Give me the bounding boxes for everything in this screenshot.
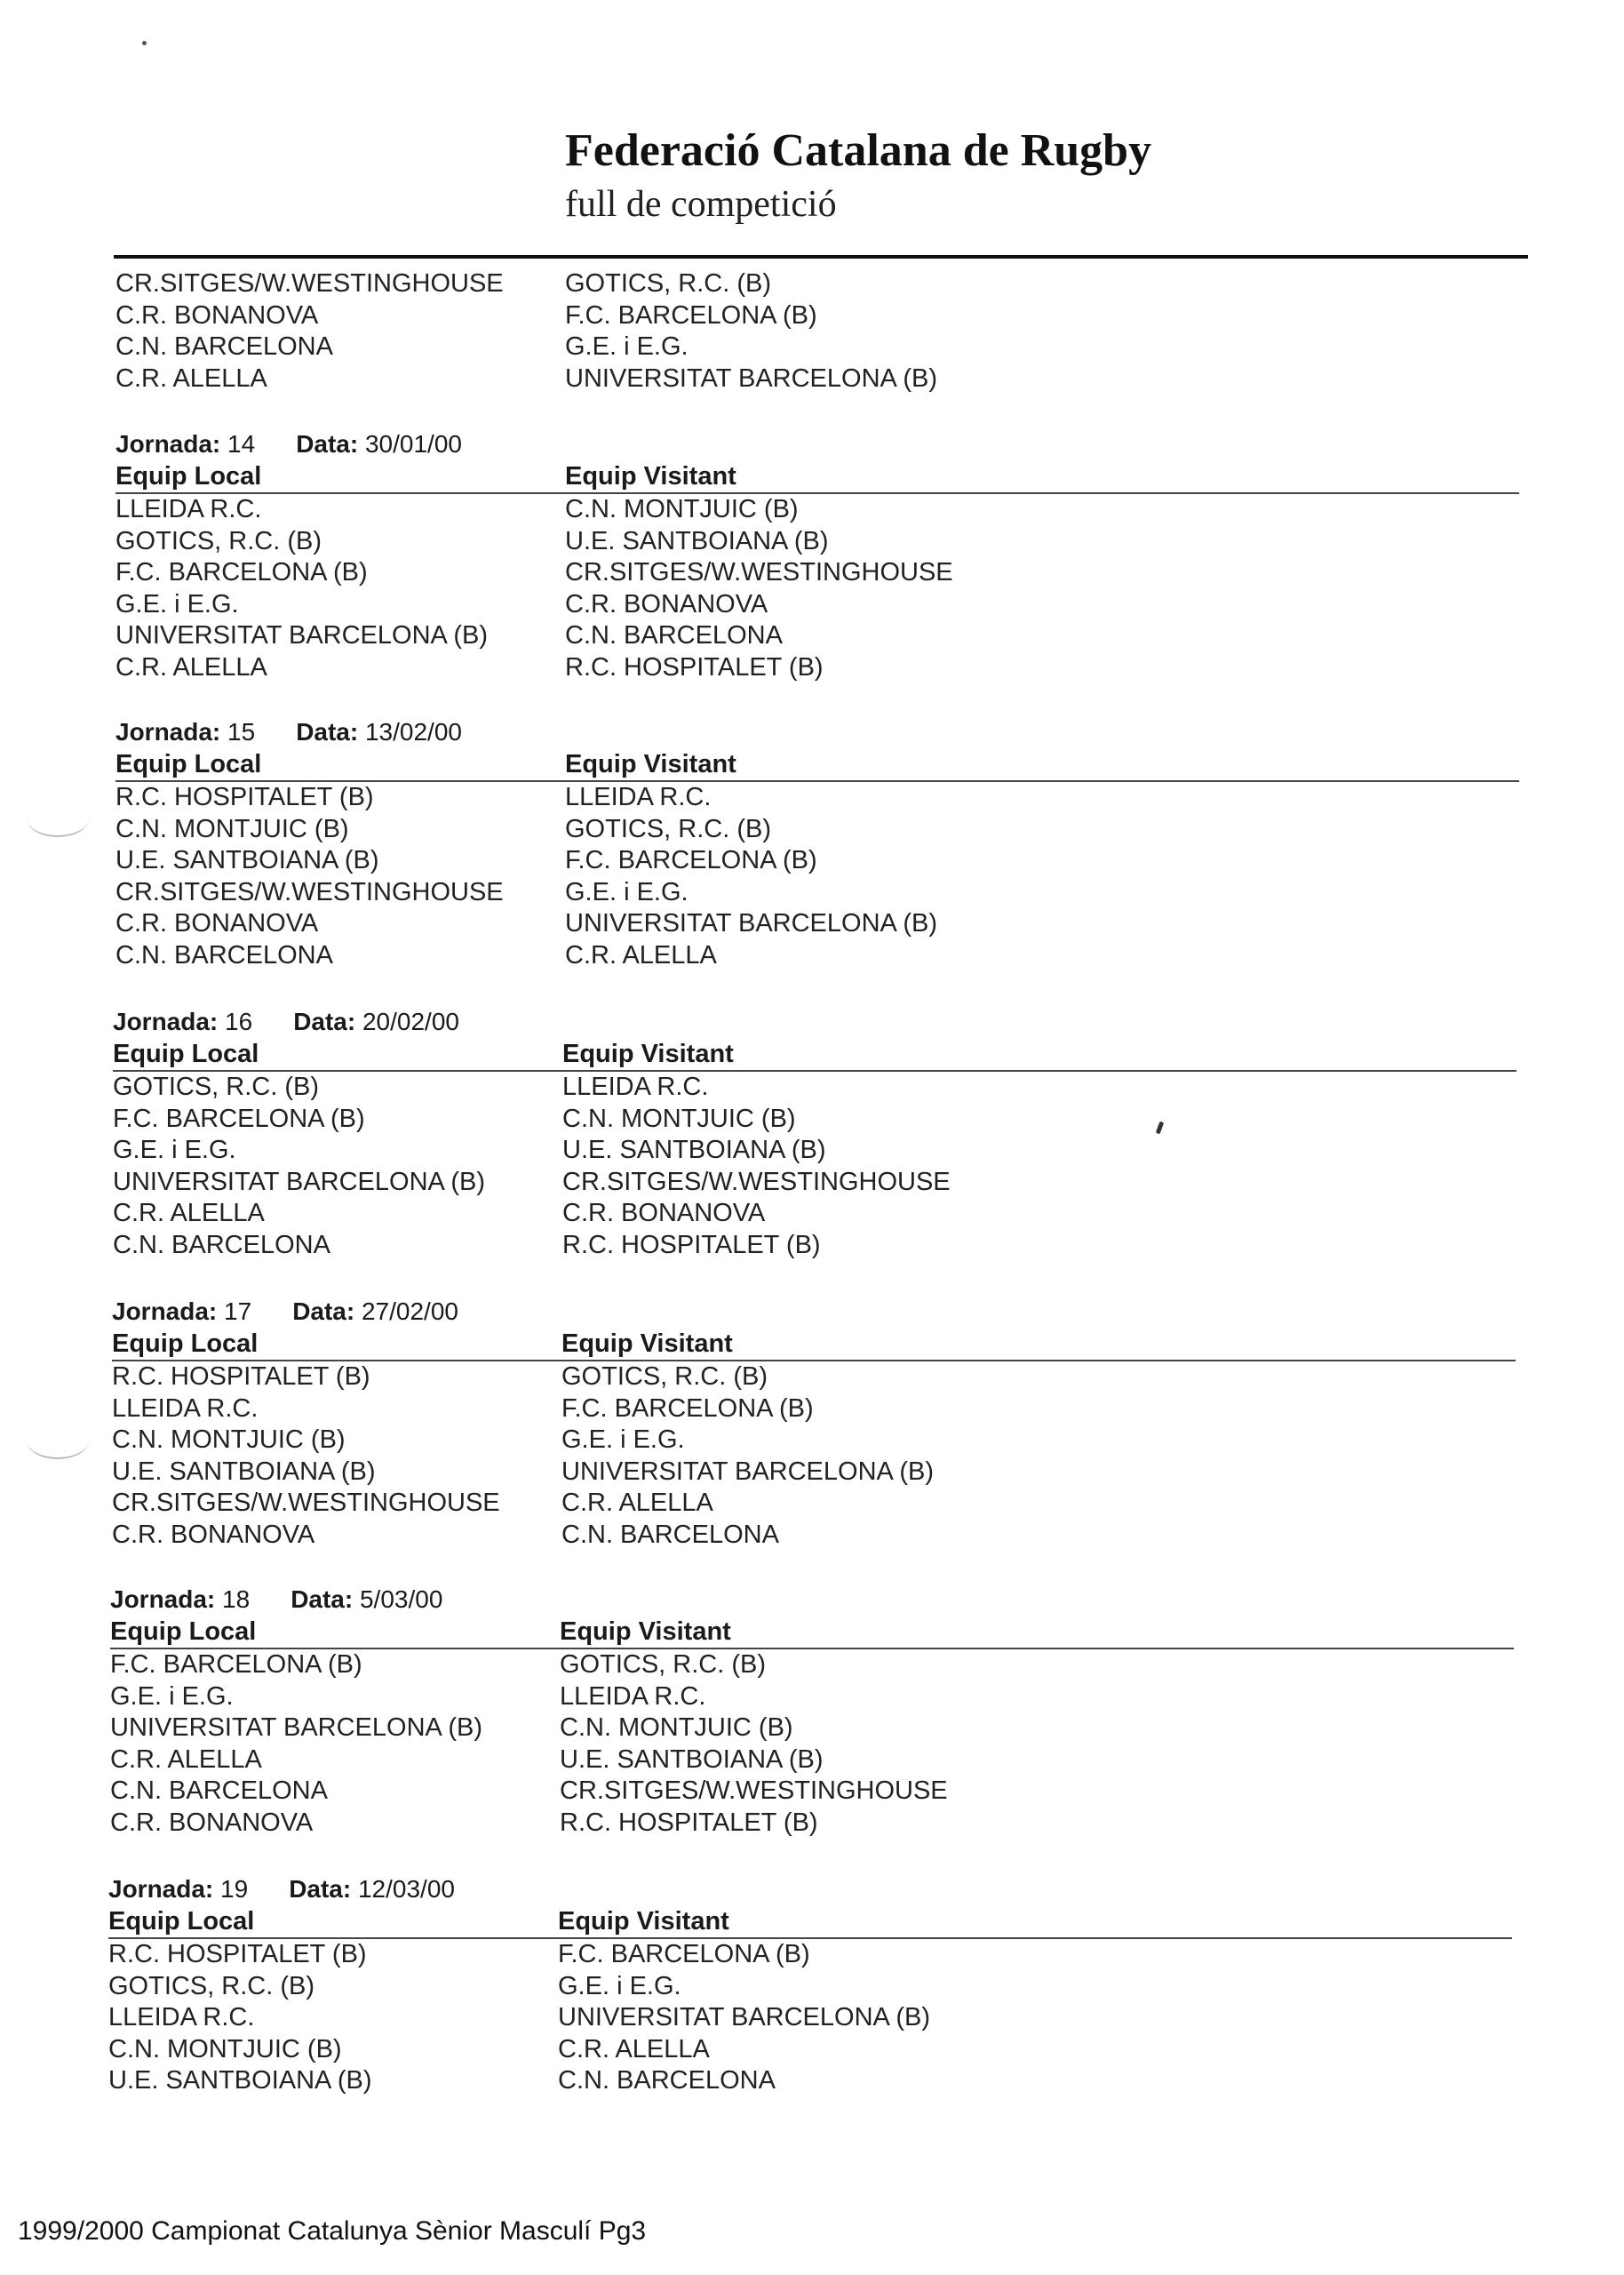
match-row [115, 782, 1624, 814]
jornada-block [112, 1296, 1622, 1551]
column-headers [115, 748, 1624, 780]
jornada-number: 16 [225, 1008, 253, 1035]
date-label: Data: [296, 718, 359, 746]
away-team: CR.SITGES/W.WESTINGHOUSE [562, 1167, 951, 1196]
jornada-number: 19 [220, 1875, 249, 1903]
home-team: U.E. SANTBOIANA (B) [115, 846, 379, 874]
jornada-heading [115, 716, 1624, 748]
home-team: CR.SITGES/W.WESTINGHOUSE [115, 269, 504, 298]
jornada-label: Jornada: [110, 1585, 216, 1613]
home-team: CR.SITGES/W.WESTINGHOUSE [115, 877, 504, 906]
away-team-header: Equip Visitant [558, 1907, 729, 1936]
home-team: C.N. BARCELONA [115, 332, 333, 361]
match-row [112, 1361, 1622, 1393]
home-team: G.E. i E.G. [110, 1681, 234, 1711]
away-team: LLEIDA R.C. [560, 1681, 706, 1711]
match-row [115, 845, 1624, 877]
jornada-label: Jornada: [112, 1297, 218, 1325]
jornada-date: 27/02/00 [361, 1297, 458, 1325]
away-team: C.R. ALELLA [565, 940, 717, 970]
match-row [115, 300, 1624, 332]
match-row [115, 331, 1624, 363]
away-team: GOTICS, R.C. (B) [565, 814, 771, 843]
match-row [110, 1712, 1620, 1744]
match-row [115, 940, 1624, 972]
match-row [115, 589, 1624, 621]
match-row [115, 268, 1624, 300]
home-team: GOTICS, R.C. (B) [115, 526, 322, 555]
jornada-date: 30/01/00 [364, 430, 462, 458]
home-team: C.N. MONTJUIC (B) [108, 2034, 342, 2063]
home-team: R.C. HOSPITALET (B) [108, 1940, 367, 1968]
home-team: UNIVERSITAT BARCELONA (B) [110, 1713, 482, 1742]
home-team: C.N. MONTJUIC (B) [112, 1425, 346, 1454]
away-team: C.R. ALELLA [558, 2034, 710, 2063]
match-row [108, 2065, 1619, 2097]
home-team: C.R. BONANOVA [115, 300, 319, 330]
match-row [110, 1744, 1620, 1776]
away-team-header: Equip Visitant [561, 1329, 733, 1358]
column-headers [110, 1616, 1620, 1648]
home-team: F.C. BARCELONA (B) [110, 1650, 362, 1679]
home-team: C.R. ALELLA [113, 1199, 265, 1227]
match-row [112, 1520, 1622, 1552]
away-team: U.E. SANTBOIANA (B) [562, 1136, 826, 1164]
jornada-heading [108, 1873, 1619, 1905]
match-row [108, 1939, 1619, 1971]
column-headers [115, 460, 1624, 492]
jornada-heading [115, 428, 1624, 460]
match-row [115, 652, 1624, 684]
home-team: LLEIDA R.C. [108, 2003, 255, 2032]
away-team: GOTICS, R.C. (B) [560, 1650, 766, 1679]
away-team: U.E. SANTBOIANA (B) [565, 526, 829, 555]
away-team: UNIVERSITAT BARCELONA (B) [565, 363, 937, 393]
jornada-heading [113, 1006, 1623, 1038]
home-team-header: Equip Local [108, 1907, 255, 1936]
match-row [113, 1167, 1623, 1199]
home-team: G.E. i E.G. [115, 589, 239, 619]
away-team: C.N. BARCELONA [565, 621, 783, 650]
jornada-block [115, 428, 1624, 683]
home-team: R.C. HOSPITALET (B) [115, 783, 374, 811]
away-team: F.C. BARCELONA (B) [565, 300, 817, 330]
date-label: Data: [293, 1008, 356, 1035]
match-row [115, 877, 1624, 909]
away-team: UNIVERSITAT BARCELONA (B) [558, 2003, 930, 2032]
match-row [113, 1135, 1623, 1167]
jornada-label: Jornada: [115, 430, 221, 458]
home-team: CR.SITGES/W.WESTINGHOUSE [112, 1489, 500, 1517]
date-label: Data: [289, 1875, 352, 1903]
away-team: F.C. BARCELONA (B) [565, 846, 817, 874]
jornada-number: 15 [227, 718, 256, 746]
home-team: C.R. ALELLA [115, 652, 267, 682]
away-team-header: Equip Visitant [565, 462, 736, 491]
away-team: UNIVERSITAT BARCELONA (B) [561, 1457, 934, 1486]
column-headers [108, 1905, 1619, 1937]
page-title: Federació Catalana de Rugby [565, 125, 1152, 176]
jornada-date: 5/03/00 [359, 1585, 443, 1613]
home-team: F.C. BARCELONA (B) [113, 1104, 365, 1133]
punch-hole-mark [27, 1422, 89, 1459]
match-row [115, 494, 1624, 526]
scan-speck [142, 41, 147, 45]
home-team: GOTICS, R.C. (B) [108, 1971, 314, 2000]
away-team: C.N. BARCELONA [558, 2066, 776, 2095]
home-team-header: Equip Local [113, 1040, 259, 1068]
away-team: G.E. i E.G. [565, 332, 689, 361]
page-subtitle: full de competició [565, 184, 837, 225]
match-row [110, 1681, 1620, 1713]
date-label: Data: [292, 1297, 355, 1325]
away-team: UNIVERSITAT BARCELONA (B) [565, 909, 937, 938]
away-team: C.R. BONANOVA [565, 589, 768, 619]
continued-fixtures [115, 268, 1624, 395]
match-row [115, 526, 1624, 558]
match-row [112, 1425, 1622, 1457]
home-team: C.R. BONANOVA [112, 1520, 315, 1549]
jornada-block [110, 1584, 1620, 1839]
away-team: R.C. HOSPITALET (B) [565, 652, 824, 682]
match-row [113, 1072, 1623, 1104]
match-row [113, 1198, 1623, 1230]
home-team: C.N. BARCELONA [110, 1776, 328, 1805]
jornada-label: Jornada: [113, 1008, 219, 1035]
home-team: LLEIDA R.C. [115, 495, 262, 523]
match-row [112, 1488, 1622, 1520]
home-team: GOTICS, R.C. (B) [113, 1073, 319, 1101]
match-row [115, 814, 1624, 846]
page-footer-caption: 1999/2000 Campionat Catalunya Sènior Masculí Pg3 [18, 2216, 647, 2246]
away-team: GOTICS, R.C. (B) [565, 269, 771, 298]
jornada-heading [110, 1584, 1620, 1616]
away-team: C.R. ALELLA [561, 1489, 713, 1517]
punch-hole-mark [27, 800, 89, 837]
away-team: LLEIDA R.C. [562, 1073, 709, 1101]
match-row [110, 1808, 1620, 1840]
away-team: C.N. MONTJUIC (B) [560, 1713, 793, 1742]
home-team: U.E. SANTBOIANA (B) [108, 2066, 372, 2095]
away-team: G.E. i E.G. [565, 877, 689, 906]
home-team: F.C. BARCELONA (B) [115, 558, 368, 587]
match-row [115, 557, 1624, 589]
jornada-number: 18 [222, 1585, 251, 1613]
column-headers [113, 1038, 1623, 1070]
away-team: GOTICS, R.C. (B) [561, 1362, 768, 1391]
date-label: Data: [296, 430, 359, 458]
column-headers [112, 1328, 1622, 1360]
jornada-heading [112, 1296, 1622, 1328]
away-team: R.C. HOSPITALET (B) [560, 1808, 818, 1837]
header-divider [114, 255, 1528, 259]
jornada-label: Jornada: [115, 718, 221, 746]
jornada-number: 14 [227, 430, 256, 458]
home-team-header: Equip Local [115, 750, 262, 778]
home-team: C.R. ALELLA [110, 1744, 262, 1774]
away-team: R.C. HOSPITALET (B) [562, 1230, 821, 1259]
home-team: LLEIDA R.C. [112, 1393, 259, 1423]
away-team: C.R. BONANOVA [562, 1199, 766, 1227]
away-team: CR.SITGES/W.WESTINGHOUSE [565, 558, 953, 587]
match-row [108, 1971, 1619, 2003]
home-team: C.N. BARCELONA [115, 940, 333, 970]
jornada-block [108, 1873, 1619, 2097]
away-team-header: Equip Visitant [565, 750, 736, 778]
jornada-label: Jornada: [108, 1875, 214, 1903]
home-team: C.N. MONTJUIC (B) [115, 814, 349, 843]
home-team-header: Equip Local [110, 1617, 257, 1646]
jornada-block [113, 1006, 1623, 1261]
away-team-header: Equip Visitant [560, 1617, 731, 1646]
match-row [112, 1457, 1622, 1489]
home-team: UNIVERSITAT BARCELONA (B) [115, 621, 488, 650]
match-row [110, 1649, 1620, 1681]
jornada-date: 12/03/00 [357, 1875, 455, 1903]
away-team: LLEIDA R.C. [565, 783, 712, 811]
jornada-number: 17 [224, 1297, 252, 1325]
home-team-header: Equip Local [112, 1329, 259, 1358]
home-team: C.R. BONANOVA [115, 909, 319, 938]
away-team: G.E. i E.G. [558, 1971, 681, 2000]
home-team: U.E. SANTBOIANA (B) [112, 1457, 376, 1486]
match-row [110, 1776, 1620, 1808]
home-team-header: Equip Local [115, 462, 262, 491]
match-row [108, 2002, 1619, 2034]
match-row [108, 2034, 1619, 2066]
home-team: G.E. i E.G. [113, 1136, 236, 1164]
home-team: C.R. ALELLA [115, 363, 267, 393]
match-row [115, 620, 1624, 652]
match-row [112, 1393, 1622, 1425]
match-row [113, 1104, 1623, 1136]
away-team: G.E. i E.G. [561, 1425, 685, 1454]
match-row [115, 908, 1624, 940]
date-label: Data: [291, 1585, 354, 1613]
away-team: C.N. BARCELONA [561, 1520, 779, 1549]
jornada-block [115, 716, 1624, 971]
home-team: UNIVERSITAT BARCELONA (B) [113, 1167, 485, 1196]
home-team: C.N. BARCELONA [113, 1230, 330, 1259]
away-team: F.C. BARCELONA (B) [558, 1940, 810, 1968]
away-team: C.N. MONTJUIC (B) [562, 1104, 796, 1133]
away-team: CR.SITGES/W.WESTINGHOUSE [560, 1776, 948, 1805]
jornada-date: 20/02/00 [362, 1008, 459, 1035]
match-row [115, 363, 1624, 395]
away-team: C.N. MONTJUIC (B) [565, 495, 799, 523]
match-row [113, 1230, 1623, 1262]
away-team: F.C. BARCELONA (B) [561, 1393, 814, 1423]
away-team-header: Equip Visitant [562, 1040, 734, 1068]
home-team: R.C. HOSPITALET (B) [112, 1362, 370, 1391]
home-team: C.R. BONANOVA [110, 1808, 314, 1837]
jornada-date: 13/02/00 [364, 718, 462, 746]
away-team: U.E. SANTBOIANA (B) [560, 1744, 824, 1774]
